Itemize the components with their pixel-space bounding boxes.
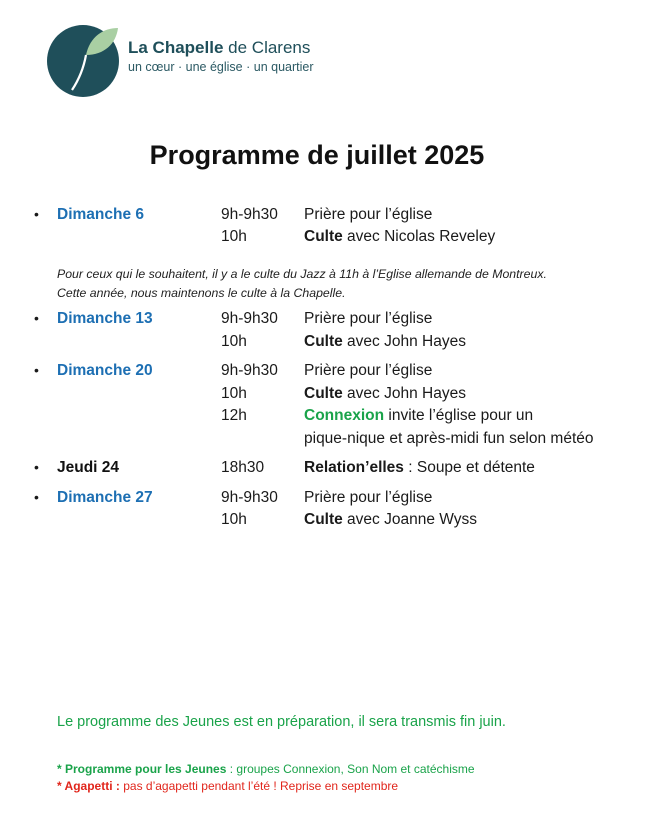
activity: Relation’elles : Soupe et détente (304, 459, 535, 476)
time: 10h (221, 333, 247, 350)
activity: Prière pour l’église (304, 310, 433, 327)
activity: Prière pour l’église (304, 362, 433, 379)
youth-program-notice: Le programme des Jeunes est en préparation, il sera transmis fin juin. (57, 714, 506, 730)
activity: Culte avec Joanne Wyss (304, 511, 478, 528)
bullet: • (34, 206, 39, 222)
day-label: Dimanche 13 (57, 310, 153, 327)
day-label: Dimanche 6 (57, 206, 145, 223)
time: 9h-9h30 (221, 489, 278, 506)
bullet: • (34, 459, 39, 475)
day-label: Dimanche 20 (57, 362, 153, 379)
time: 9h-9h30 (221, 362, 278, 379)
time: 18h30 (221, 459, 265, 476)
time: 10h (221, 385, 247, 402)
time: 12h (221, 407, 247, 424)
logo-mark-icon (46, 22, 122, 98)
bullet: • (34, 489, 39, 505)
activity: Prière pour l’église (304, 206, 433, 223)
activity: Culte avec John Hayes (304, 333, 466, 350)
bullet: • (34, 310, 39, 326)
footnote-agapetti: * Agapetti : pas d’agapetti pendant l’été ! Reprise en septembre (57, 779, 399, 793)
time: 10h (221, 228, 247, 245)
activity: Culte avec John Hayes (304, 385, 466, 402)
activity: Prière pour l’église (304, 489, 433, 506)
day-label: Dimanche 27 (57, 489, 153, 506)
time: 9h-9h30 (221, 310, 278, 327)
activity: Connexion invite l’église pour un (304, 407, 534, 424)
page-title: Programme de juillet 2025 (149, 140, 485, 170)
activity-continued: pique-nique et après-midi fun selon météo (304, 430, 594, 447)
church-logo (46, 22, 326, 98)
time: 10h (221, 511, 247, 528)
time: 9h-9h30 (221, 206, 278, 223)
footnote-youth-program: * Programme pour les Jeunes : groupes Connexion, Son Nom et catéchisme (57, 762, 475, 776)
jazz-note: Pour ceux qui le souhaitent, il y a le culte du Jazz à 11h à l’Eglise allemande de Montreux. Cette année, nous maintenons le culte à la Chapelle. (57, 267, 547, 300)
bullet: • (34, 362, 39, 378)
activity: Culte avec Nicolas Reveley (304, 228, 496, 245)
logo-tagline: un cœur · une église · un quartier (128, 60, 314, 74)
logo-name: La Chapelle de Clarens (128, 38, 311, 57)
day-label: Jeudi 24 (57, 459, 120, 476)
